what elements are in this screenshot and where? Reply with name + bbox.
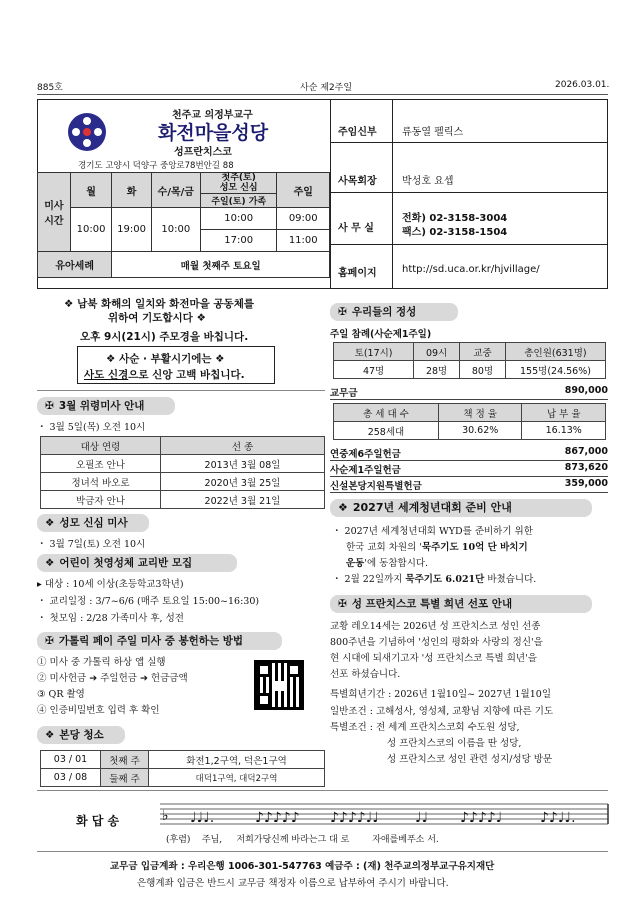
col-mon: 월: [70, 173, 112, 208]
time-mon: 10:00: [70, 208, 112, 252]
attendance-subtitle: 주일 참례(사순제1주일): [330, 329, 432, 340]
time-sat-family: 17:00: [200, 230, 277, 252]
top-divider: [37, 94, 608, 95]
francis-special: 성 프란치스코의 이름을 딴 성당,: [387, 738, 522, 749]
table-header: 09시: [414, 343, 460, 361]
svg-text:♩♩: ♩♩: [415, 810, 429, 826]
svg-text:♩♩♩.: ♩♩♩.: [190, 810, 215, 826]
homepage-link[interactable]: http://sd.uca.or.kr/hjvillage/: [402, 264, 540, 275]
hymn-label: 화 답 송: [76, 814, 120, 828]
creed-line-1: ❖ 사순 · 부활시기에는 ❖: [106, 353, 225, 365]
pay-step: ③ QR 촬영: [37, 689, 85, 700]
svg-text:♪♪♪♪♩: ♪♪♪♪♩: [460, 810, 503, 826]
section-title-wyd: ❖ 2027년 세계청년대회 준비 안내: [330, 499, 592, 517]
footer-account: 교무금 입금계좌 : 우리은행 1006-301-547763 예금주 : (재) 천주교의정부교구유지재단: [110, 861, 495, 872]
office-phone: 전화) 02-3158-3004: [402, 213, 508, 224]
svg-text:♪♪♪♪♪: ♪♪♪♪♪: [255, 810, 300, 826]
info-label: 주임신부: [338, 127, 377, 138]
col-wed-fri: 수/목/금: [151, 173, 200, 208]
info-row-office: [330, 193, 608, 245]
issue-date: 2026.03.01.: [555, 80, 610, 90]
section-title-kids: ❖ 어린이 첫영성체 교리반 모집: [37, 554, 237, 572]
wyd-line-4: ・ 2월 22일까지 묵주기도 6.021단 바쳤습니다.: [332, 574, 537, 585]
wyd-line-2: 한국 교회 차원의 '묵주기도 10억 단 바치기: [346, 542, 528, 553]
svg-text:♪♪♩♩.: ♪♪♩♩.: [540, 810, 576, 826]
col-tue: 화: [112, 173, 151, 208]
patron-name: 성프란치스코: [174, 147, 232, 158]
info-row-pastor: [330, 99, 608, 143]
table-header: 토(17시): [334, 343, 414, 361]
cross-icon: ✠: [338, 598, 347, 610]
francis-paragraph: 교황 레오14세는 2026년 성 프란치스코 성인 선종: [330, 621, 541, 632]
section-title-catholic-pay: ✠ 가톨릭 페이 주일 미사 중 봉헌하는 방법: [37, 632, 282, 650]
kids-line: ▸ 대상 : 10세 이상(초등학교3학년): [37, 579, 184, 590]
attendance-table: [333, 342, 606, 379]
time-sunday-2: 11:00: [277, 230, 330, 252]
info-label: 사 무 실: [338, 223, 374, 234]
gyomu-row: 교무금 890,000: [330, 385, 608, 399]
kids-line: ・ 교리일정 : 3/7~6/6 (매주 토요일 15:00~16:30): [37, 596, 260, 607]
creed-notice-box: [77, 346, 275, 384]
creed-line-2: [84, 367, 245, 382]
section-title-cleaning: ❖ 본당 청소: [37, 726, 125, 744]
creed-underlined: 사도 신경: [84, 369, 129, 381]
gyomu-table: 총 세 대 수 책 정 율 납 부 율 258세대 30.62% 16.13%: [333, 403, 606, 440]
qr-code-icon[interactable]: [254, 660, 304, 710]
pay-step: ④ 인증비밀번호 입력 후 확인: [37, 705, 160, 716]
mass-schedule-table: [37, 172, 330, 278]
col-sunday: 주일: [277, 173, 330, 208]
diamond-icon: ❖: [338, 501, 348, 514]
table-row: 03 / 08 둘째 주 대덕1구역, 대덕2구역: [41, 769, 325, 787]
cleaning-table: [40, 750, 325, 787]
section-title-marian: ❖ 성모 신심 미사: [37, 514, 149, 532]
diamond-icon: ❖: [45, 557, 55, 569]
svg-text:♭: ♭: [162, 808, 169, 824]
section-title-offering: ✠ 우리들의 정성: [330, 303, 458, 321]
wyd-line-1: ・ 2027년 세계청년대회 WYD를 준비하기 위한: [332, 526, 533, 537]
creed-rest: 으로 신앙 고백 바칩니다.: [128, 369, 245, 381]
mass-row-label: 미사 시간: [38, 173, 71, 252]
diamond-icon: ❖: [45, 517, 55, 529]
intro-line-1: ❖ 남북 화해의 일치와 화전마을 공동체를: [64, 298, 254, 310]
table-header: 총인원(631명): [506, 343, 606, 361]
francis-paragraph: 현 시대에 되새기고자 '성 프란치스코 특별 희년'을: [330, 653, 537, 664]
col-sat-family: 주일(토) 가족: [200, 194, 277, 208]
liturgical-week: 사순 제2주일: [300, 83, 353, 93]
time-sunday-1: 09:00: [277, 208, 330, 230]
music-notes-icon: [190, 810, 576, 826]
table-header: 교중: [460, 343, 506, 361]
francis-special: 성 프란치스코 성인 관련 성지/성당 방문: [387, 754, 553, 765]
offering-row: 연중제6주일헌금 867,000: [330, 446, 608, 460]
cross-icon: ✠: [45, 635, 54, 647]
requiem-date: ・ 3월 5일(목) 오전 10시: [37, 422, 146, 433]
office-fax: 팩스) 02-3158-1504: [402, 227, 508, 238]
francis-general: 일반조건 : 고해성사, 영성체, 교황님 지향에 따른 기도: [330, 706, 554, 717]
wyd-line-3: 운동'에 동참합시다.: [346, 558, 429, 569]
intro-line-2: 위하여 기도합시다 ❖: [108, 312, 206, 324]
time-tue: 19:00: [112, 208, 151, 252]
diamond-icon: ❖: [45, 729, 55, 741]
section-title-requiem: ✠ 3월 위령미사 안내: [37, 397, 175, 415]
kids-line: ・ 첫모임 : 2/28 가족미사 후, 성전: [37, 613, 184, 624]
table-row: 258세대 30.62% 16.13%: [334, 422, 606, 440]
francis-special: 특별조건 : 전 세계 프란치스코회 수도원 성당,: [330, 722, 520, 733]
offering-row: 신설본당지원특별헌금 359,000: [330, 478, 608, 492]
section-title-francis: ✠ 성 프란치스코 특별 희년 선포 안내: [330, 595, 592, 613]
intro-line-3: 오후 9시(21시) 주모경을 바칩니다.: [80, 331, 249, 343]
hymn-lyrics: (후렴) 주님, 저희가당신께 바라는그 대 로 자애를베푸소 서.: [166, 835, 439, 845]
pay-step: ② 미사헌금 ➔ 주일헌금 ➔ 헌금금액: [37, 673, 188, 684]
info-value: 박성호 요셉: [402, 176, 454, 187]
francis-paragraph: 선포 하셨습니다.: [330, 669, 401, 680]
offering-row: 사순제1주일헌금 873,620: [330, 462, 608, 476]
info-row-homepage: [330, 245, 608, 289]
infant-baptism-label: 유아세례: [38, 252, 112, 278]
francis-period: 특별희년기간 : 2026년 1월10일~ 2027년 1월10일: [330, 689, 552, 700]
pay-step: ① 미사 중 가톨릭 하상 앱 실행: [37, 657, 166, 668]
table-row: 47명 28명 80명 155명(24.56%): [334, 361, 606, 379]
time-first-sat: 10:00: [200, 208, 277, 230]
info-value: 류동열 펠릭스: [402, 127, 464, 138]
marian-date: ・ 3월 7일(토) 오전 10시: [37, 539, 146, 550]
hymn-staff: [160, 800, 610, 830]
parish-logo-icon: [68, 113, 106, 151]
time-wed-fri: 10:00: [151, 208, 200, 252]
table-header: 대상 연령: [41, 437, 161, 455]
table-row: 03 / 01 첫째 주 화전1,2구역, 덕은1구역: [41, 751, 325, 769]
info-label: 사목회장: [338, 176, 377, 187]
diocese-name: 천주교 의정부교구: [172, 110, 253, 121]
table-header: 선 종: [161, 437, 325, 455]
parish-name: 화전마을성당: [158, 122, 269, 144]
issue-number: 885호: [37, 83, 63, 93]
infant-baptism-value: 매월 첫째주 토요일: [112, 252, 330, 278]
cross-icon: ✠: [45, 400, 54, 412]
footer-notice: 은행계좌 입금은 반드시 교무금 책정자 이름으로 납부하여 주시기 바랍니다.: [137, 878, 449, 889]
info-row-council: [330, 143, 608, 193]
info-label: 홈페이지: [338, 268, 377, 279]
requiem-table: [40, 436, 325, 509]
left-divider: [37, 390, 325, 391]
col-first-sat: 첫주(토) 성모 신심: [200, 173, 277, 194]
cross-icon: ✠: [338, 306, 347, 318]
parish-address: 경기도 고양시 덕양구 중앙로78번안길 88: [78, 161, 234, 171]
table-row: 박금자 안나 2022년 3월 21일: [41, 491, 325, 509]
table-row: 정녀석 바오로 2020년 3월 25일: [41, 473, 325, 491]
svg-text:♪♪♪♪♩♩: ♪♪♪♪♩♩: [330, 810, 379, 826]
table-row: 오필조 안나 2013년 3월 08일: [41, 455, 325, 473]
francis-paragraph: 800주년을 기념하여 '성인의 평화와 사랑의 정신'을: [330, 637, 543, 648]
